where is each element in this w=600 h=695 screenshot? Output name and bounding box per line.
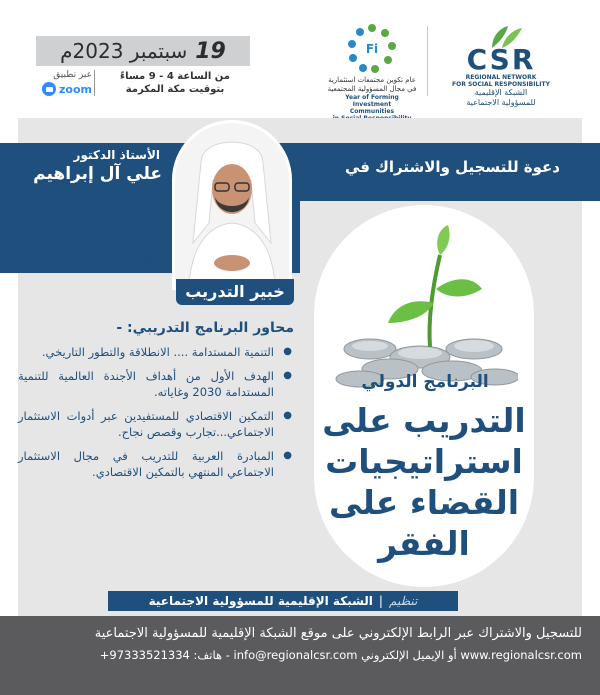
logo-divider bbox=[427, 26, 428, 96]
year-logo-icon bbox=[345, 22, 399, 76]
speaker-desc-2: المسؤولية المجتمعية bbox=[42, 220, 164, 234]
program-title-line-4: الفقر bbox=[378, 524, 470, 563]
year-logo-en-1: Year of Forming Investment bbox=[345, 94, 399, 108]
program-label: البرنامج الدولي bbox=[361, 372, 489, 392]
program-title bbox=[318, 400, 530, 564]
footer-registration-text: للتسجيل والاشتراك عبر الرابط الإلكتروني على موقع الشبكة الإقليمية للمسؤولية الاجتماعية bbox=[94, 626, 582, 641]
date-day: 19 bbox=[195, 38, 226, 64]
axes-item: ● الهدف الأول من أهداف الأجندة العالمية للتنمية المستدامة 2030 وغاياته. bbox=[18, 368, 294, 400]
organizer-prefix: تنظيم bbox=[388, 594, 418, 608]
speaker-name: علي آل إبراهيم bbox=[33, 164, 162, 184]
zoom-label: zoom bbox=[59, 82, 92, 96]
year-logo-ar-1: عام تكوين مجتمعات استثمارية bbox=[328, 76, 416, 84]
zoom-prefix: عبر تطبيق bbox=[53, 70, 92, 80]
csr-letters: CSR bbox=[466, 43, 536, 76]
csr-en-1: REGIONAL NETWORK bbox=[465, 74, 537, 81]
header-divider bbox=[94, 70, 95, 96]
csr-en-2: FOR SOCIAL RESPONSIBILITY bbox=[452, 81, 550, 88]
plant-coins-image bbox=[330, 219, 518, 389]
program-title-line-2: استراتيجيات bbox=[325, 442, 523, 481]
svg-text:Fi: Fi bbox=[365, 42, 379, 56]
speaker-photo bbox=[172, 120, 292, 290]
speaker-desc-4: دولة قطر bbox=[116, 252, 164, 266]
time-zone: بتوقيت مكة المكرمة bbox=[125, 84, 225, 95]
program-title-line-3: القضاء على bbox=[328, 483, 520, 522]
axes-item: ● التنمية المستدامة .... الانطلاقة والتطور التاريخي. bbox=[18, 344, 294, 360]
organizer-separator: | bbox=[378, 594, 383, 608]
axes-item: ● التمكين الاقتصادي للمستفيدين عبر أدوات الاستثمار الاجتماعي...تجارب وقصص نجاح. bbox=[18, 408, 294, 440]
time-info bbox=[100, 70, 250, 96]
speaker-title: الأستاذ الدكتور bbox=[73, 148, 160, 162]
time-range: من الساعة 4 - 9 مساءً bbox=[120, 71, 230, 82]
axes-item: ● المبادرة العربية للتدريب في مجال الاستثمار الاجتماعي المنتهي بالتمكين الاقتصادي. bbox=[18, 448, 294, 480]
zoom-camera-icon bbox=[42, 82, 56, 96]
csr-ar-1: الشبكة الإقليمية bbox=[474, 88, 528, 97]
footer-contact-text[interactable]: www.regionalcsr.com أو الإيميل الإلكتروني info@regionalcsr.com - هاتف: 97333521334+ bbox=[99, 648, 582, 662]
speaker-desc-3: والتنمية المستدامة bbox=[72, 236, 164, 250]
speaker-description bbox=[14, 203, 164, 267]
footer bbox=[0, 616, 600, 695]
expert-label: خبير التدريب bbox=[185, 282, 285, 301]
speaker-desc-1: خبير في مجال bbox=[92, 204, 164, 218]
invite-heading: دعوة للتسجيل والاشتراك في bbox=[344, 158, 560, 176]
speaker-portrait-icon bbox=[175, 123, 289, 287]
csr-ar-2: للمسؤولية الاجتماعية bbox=[466, 98, 536, 107]
leaf-icon bbox=[486, 22, 526, 52]
csr-logo bbox=[436, 22, 566, 112]
organizer-bar bbox=[108, 591, 458, 611]
organizer-name: الشبكة الإقليمية للمسؤولية الاجتماعية bbox=[148, 594, 373, 608]
year-logo-ar-2: في مجال المسؤولية المجتمعية bbox=[327, 85, 417, 93]
date-box bbox=[36, 36, 250, 66]
year-logo bbox=[326, 22, 418, 116]
zoom-badge bbox=[42, 70, 92, 100]
date-month-year: سبتمبر 2023م bbox=[60, 39, 188, 63]
year-logo-en-2: Communities bbox=[349, 108, 395, 115]
program-title-line-1: التدريب على bbox=[322, 401, 526, 440]
axes-list bbox=[18, 344, 294, 488]
axes-title: محاور البرنامج التدريبي: - bbox=[116, 320, 294, 336]
